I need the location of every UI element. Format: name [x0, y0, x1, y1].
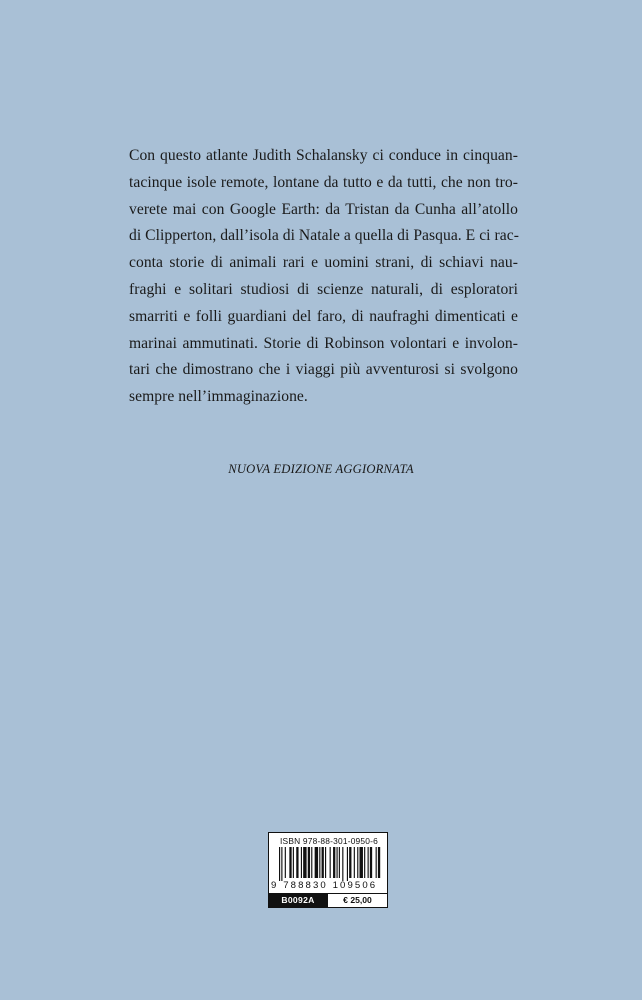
barcode-graphic [273, 847, 383, 881]
blurb-line: conta storie di animali rari e uomini strani, di schiavi nau- [129, 254, 518, 272]
barcode-label [268, 832, 388, 908]
barcode-bar [285, 847, 286, 878]
barcode-bar [315, 847, 318, 878]
barcode-bar [301, 847, 302, 878]
blurb-line: tari che dimostrano che i viaggi più avventurosi si svolgono [129, 361, 518, 379]
barcode-bar [303, 847, 306, 878]
barcode-digits: 9 788830 109506 [271, 880, 378, 891]
barcode-bar [308, 847, 310, 878]
blurb-line: smarriti e folli guardiani del faro, di naufraghi dimenticati e [129, 307, 518, 325]
isbn-text: ISBN 978-88-301-0950-6 [280, 836, 378, 846]
barcode-bar [370, 847, 372, 878]
barcode-bar [289, 847, 291, 878]
barcode-bar [347, 847, 348, 881]
barcode-bar [281, 847, 282, 881]
barcode-bar [378, 847, 380, 878]
blurb-line: di Clipperton, dall’isola di Natale a quella di Pasqua. E ci rac- [129, 227, 519, 245]
barcode-bar [322, 847, 324, 878]
barcode-bar [349, 847, 351, 878]
back-cover-blurb [129, 143, 518, 411]
barcode-bar [311, 847, 312, 878]
blurb-line: Con questo atlante Judith Schalansky ci conduce in cinquan- [129, 147, 518, 164]
barcode-bar [364, 847, 365, 878]
blurb-line: fraghi e solitari studiosi di scienze naturali, di esploratori [129, 280, 518, 298]
edition-note: NUOVA EDIZIONE AGGIORNATA [228, 462, 414, 476]
barcode-bar [330, 847, 331, 878]
price: € 25,00 [327, 894, 387, 907]
blurb-line: verete mai con Google Earth: da Tristan da Cunha all’atollo [129, 200, 518, 218]
barcode-bar [296, 847, 298, 878]
blurb-line: tacinque isole remote, lontane da tutto e da tutti, che non tro- [129, 173, 518, 191]
barcode-bar [337, 847, 338, 878]
barcode-bar [333, 847, 335, 878]
barcode-bar [293, 847, 294, 878]
blurb-line: sempre nell’immaginazione. [129, 388, 308, 406]
product-code: B0092A [269, 894, 327, 907]
barcode-bar [342, 847, 343, 881]
barcode-bar [368, 847, 369, 878]
blurb-line: marinai ammutinati. Storie di Robinson volontari e involon- [129, 334, 518, 352]
barcode-bar [325, 847, 326, 878]
barcode-bar [279, 847, 280, 881]
price-row [268, 893, 388, 908]
barcode-bar [339, 847, 340, 878]
barcode-bar [360, 847, 363, 878]
barcode-bar [357, 847, 358, 878]
barcode-bar [376, 847, 377, 878]
barcode-bar [319, 847, 320, 878]
barcode-bar [354, 847, 355, 878]
